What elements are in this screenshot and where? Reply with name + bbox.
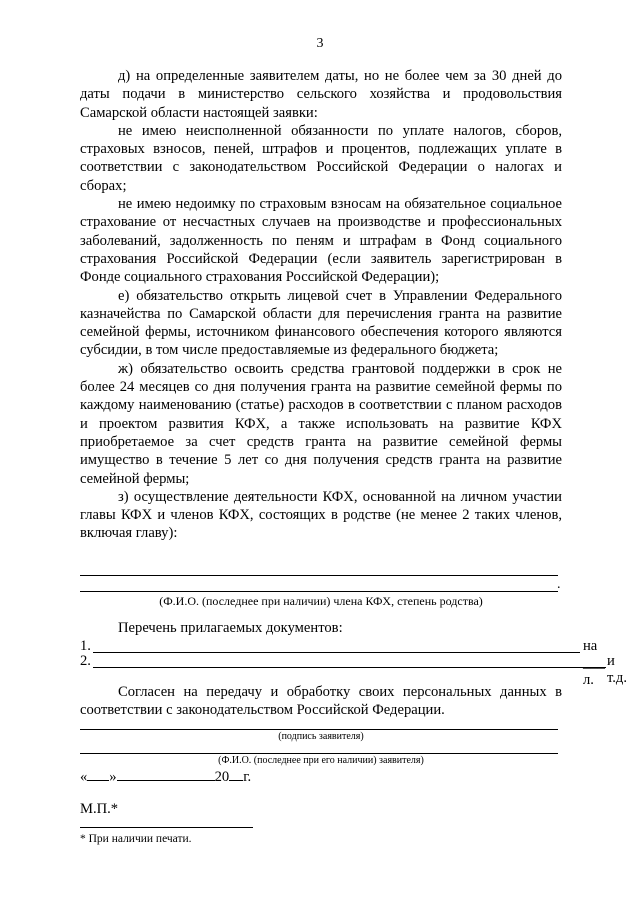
date-line	[80, 766, 251, 786]
date-year-field[interactable]	[229, 766, 243, 781]
document-item-number: 2.	[80, 653, 91, 669]
date-month-field[interactable]	[117, 766, 215, 781]
paragraph-d: д) на определенные заявителем даты, но не более чем за 30 дней до даты подачи в министерство сельского хозяйства и продовольствия Самарской области настоящей заявки:	[80, 68, 562, 121]
applicant-name-caption: (Ф.И.О. (последнее при его наличии) заявителя)	[218, 755, 424, 766]
applicant-name-line[interactable]	[80, 753, 558, 754]
paragraph-no-insurance-debt: не имею недоимку по страховым взносам на обязательное социальное страхование от несчастных случаев на производстве и профессиональных заболеваний, задолженность по пеням и штрафам в Фонд социального страхования Российской Федерации (если заявитель зарегистрирован в Фонде социального страхования Российской Федерации);	[80, 196, 562, 286]
date-close-quote: »	[109, 769, 117, 785]
date-open-quote: «	[80, 769, 88, 785]
member-field-end-mark: .	[557, 577, 561, 592]
signature-caption: (подпись заявителя)	[278, 731, 364, 742]
document-item-pages: на ___ л.	[583, 638, 605, 688]
document-item-number: 1.	[80, 638, 91, 654]
member-field-caption: (Ф.И.О. (последнее при наличии) члена КФХ, степень родства)	[159, 594, 483, 608]
date-day-field[interactable]	[87, 766, 109, 781]
application-body	[80, 67, 562, 543]
paragraph-z: з) осуществление деятельности КФХ, основанной на личном участии главы КФХ и членов КФХ, состоящих в родстве (не менее 2 таких членов, включая главу):	[80, 488, 562, 542]
document-item-etc: и т.д.	[607, 653, 628, 686]
member-field-line-1[interactable]	[80, 575, 558, 576]
signature-line[interactable]	[80, 729, 558, 730]
consent-text: Согласен на передачу и обработку своих персональных данных в соответствии с законодательством Российской Федерации.	[80, 684, 562, 719]
paragraph-no-tax-debt: не имею неисполненной обязанности по уплате налогов, сборов, страховых взносов, пеней, штрафов и процентов, подлежащих уплате в соответствии с законодательством Российской Федерации о налогах и сборах;	[80, 122, 562, 194]
footnote-divider	[80, 827, 253, 828]
page-number: 3	[316, 36, 324, 51]
documents-title: Перечень прилагаемых документов:	[118, 620, 343, 636]
stamp-label: М.П.*	[80, 801, 119, 817]
date-year-prefix: 20	[214, 769, 230, 785]
document-item-field[interactable]	[93, 667, 606, 668]
date-year-suffix: г.	[243, 769, 252, 785]
paragraph-e: е) обязательство открыть лицевой счет в Управлении Федерального казначейства по Самарской области для перечисления гранта на развитие семейной фермы, источником финансового обеспечения которого являются субсидии, в том числе предоставляемые из федерального бюджета;	[80, 287, 562, 359]
member-field-line-2[interactable]	[80, 591, 558, 592]
footnote: * При наличии печати.	[80, 833, 192, 845]
paragraph-zh: ж) обязательство освоить средства грантовой поддержки в срок не более 24 месяцев со дня получения гранта на развитие семейной фермы по каждому наименованию (статье) расходов в соответствии с планом расходов и проектом развития КФХ, а также использовать на развитие КФХ приобретаемое за счет средств гранта на развитие семейной фермы имущество в течение 5 лет со дня получения средств гранта на развитие семейной фермы;	[80, 360, 562, 487]
